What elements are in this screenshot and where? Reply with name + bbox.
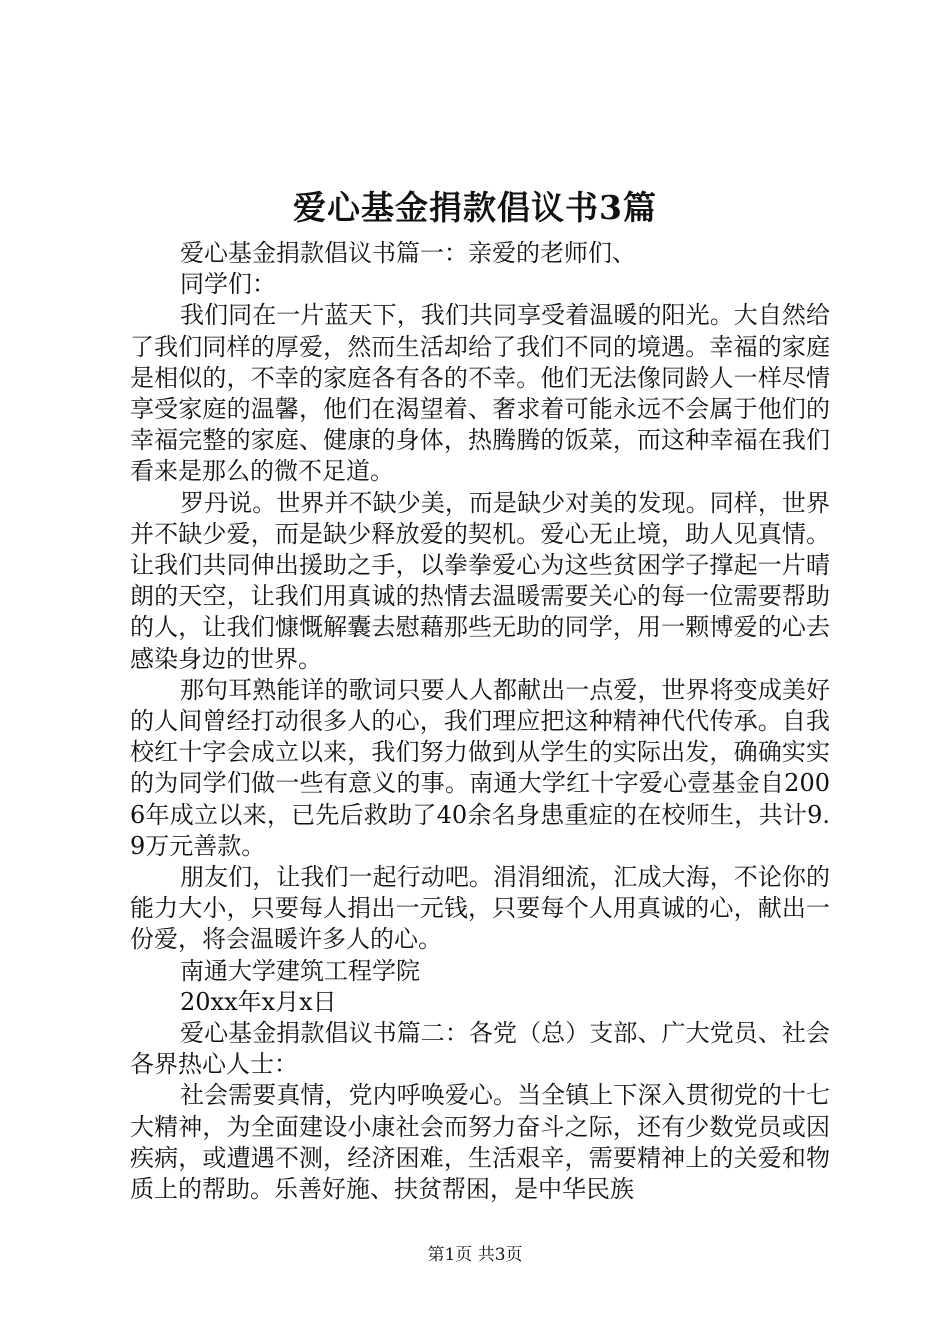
paragraph: 我们同在一片蓝天下，我们共同享受着温暖的阳光。大自然给了我们同样的厚爱，然而生活却给了我们不同的境遇。幸福的家庭是相似的，不幸的家庭各有各的不幸。他们无法像同龄人一样尽情享受家庭的温馨，他们在渴望着、奢求着可能永远不会属于他们的幸福完整的家庭、健康的身体，热腾腾的饭菜，而这种幸福在我们看来是那么的微不足道。 (130, 301, 830, 486)
paragraph: 同学们： (180, 270, 276, 299)
document-title: 爱心基金捐款倡议书3篇 (293, 188, 657, 227)
paragraph: 朋友们，让我们一起行动吧。涓涓细流，汇成大海，不论你的能力大小，只要每人捐出一元钱，只要每个人用真诚的心，献出一份爱，将会温暖许多人的心。 (130, 863, 830, 954)
paragraph: 社会需要真情，党内呼唤爱心。当全镇上下深入贯彻党的十七大精神，为全面建设小康社会而努力奋斗之际，还有少数党员或因疾病，或遭遇不测，经济困难，生活艰辛，需要精神上的关爱和物质上的帮助。乐善好施、扶贫帮困，是中华民族 (130, 1081, 830, 1204)
paragraph: 爱心基金捐款倡议书篇二：各党（总）支部、广大党员、社会各界热心人士： (130, 1019, 830, 1079)
page-number-footer: 第1页 共3页 (427, 1245, 523, 1265)
paragraph: 那句耳熟能详的歌词只要人人都献出一点爱，世界将变成美好的人间曾经打动很多人的心，我们理应把这种精神代代传承。自我校红十字会成立以来，我们努力做到从学生的实际出发，确确实实的为同学们做一些有意义的事。南通大学红十字爱心壹基金自2006年成立以来，已先后救助了40余名身患重症的在校师生，共计9.9万元善款。 (130, 675, 830, 860)
paragraph: 罗丹说。世界并不缺少美，而是缺少对美的发现。同样，世界并不缺少爱，而是缺少释放爱的契机。爱心无止境，助人见真情。让我们共同伸出援助之手，以拳拳爱心为这些贫困学子撑起一片晴朗的天空，让我们用真诚的热情去温暖需要关心的每一位需要帮助的人，让我们慷慨解囊去慰藉那些无助的同学，用一颗博爱的心去感染身边的世界。 (130, 488, 830, 673)
signature-date: 20xx年x月x日 (180, 987, 337, 1016)
paragraph: 爱心基金捐款倡议书篇一：亲爱的老师们、 (180, 239, 636, 267)
signature-organization: 南通大学建筑工程学院 (180, 956, 420, 985)
document-body (130, 238, 830, 1205)
